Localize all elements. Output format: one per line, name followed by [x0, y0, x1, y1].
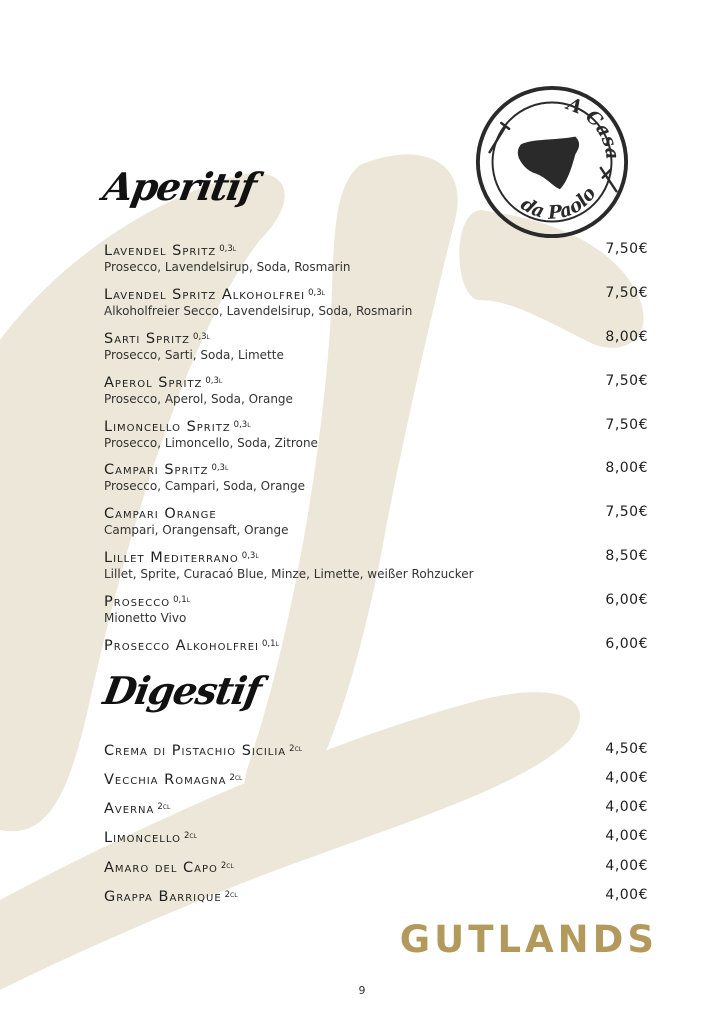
restaurant-logo	[474, 84, 630, 240]
menu-item	[104, 591, 648, 626]
menu-item	[104, 857, 648, 877]
item-name-row	[104, 740, 648, 760]
item-price: 7,50€	[605, 285, 648, 301]
item-name-row	[104, 635, 648, 655]
item-description: Mionetto Vivo	[104, 611, 187, 625]
item-price: 4,00€	[605, 887, 648, 903]
menu-item	[104, 547, 648, 582]
item-price: 4,00€	[605, 858, 648, 874]
item-description: Alkoholfreier Secco, Lavendelsirup, Soda, Rosmarin	[104, 304, 413, 318]
item-description: Prosecco, Limoncello, Soda, Zitrone	[104, 436, 318, 450]
item-name: Grappa Barrique	[104, 889, 222, 905]
menu-item	[104, 328, 648, 363]
item-name: Prosecco Alkoholfrei	[104, 638, 259, 654]
item-price: 4,00€	[605, 828, 648, 844]
item-size: 0,1l	[173, 595, 190, 605]
item-name: Limoncello	[104, 830, 181, 846]
item-name: Vecchia Romagna	[104, 772, 227, 788]
item-name: Lavendel Spritz Alkoholfrei	[104, 287, 306, 303]
item-name-row	[104, 240, 648, 260]
logo-text-bottom: da Paolo	[516, 183, 601, 224]
item-name: Lillet Mediterrano	[104, 550, 239, 566]
menu-item	[104, 798, 648, 818]
item-size: 0,3l	[193, 332, 210, 342]
item-description: Prosecco, Aperol, Soda, Orange	[104, 392, 293, 406]
item-name-row	[104, 886, 648, 906]
menu-item	[104, 886, 648, 906]
item-name: Aperol Spritz	[104, 375, 203, 391]
menu-item	[104, 284, 648, 319]
item-name: Crema di Pistachio Sicilia	[104, 743, 287, 759]
digestif-heading: Digestif	[100, 668, 264, 713]
item-name: Averna	[104, 801, 155, 817]
item-name: Campari Orange	[104, 506, 217, 522]
item-name-row	[104, 503, 648, 523]
item-name-row	[104, 798, 648, 818]
item-price: 8,00€	[605, 460, 648, 476]
item-size: 0,3l	[241, 551, 259, 561]
menu-item	[104, 740, 648, 760]
item-price: 8,00€	[605, 329, 648, 345]
item-name-row	[104, 857, 648, 877]
item-name-row	[104, 416, 648, 436]
item-price: 4,00€	[605, 799, 648, 815]
menu-item	[104, 827, 648, 847]
item-price: 4,50€	[605, 741, 648, 757]
item-price: 4,00€	[605, 770, 648, 786]
item-name-row	[104, 591, 648, 611]
item-price: 7,50€	[605, 417, 648, 433]
item-name-row	[104, 284, 648, 304]
item-name-row	[104, 547, 648, 567]
menu-item	[104, 635, 648, 655]
item-name-row	[104, 459, 648, 479]
item-price: 7,50€	[605, 241, 648, 257]
item-size: 2cl	[157, 802, 171, 812]
page-number: 9	[358, 984, 366, 997]
fork-icon	[490, 123, 510, 152]
aperitif-heading: Aperitif	[100, 164, 259, 209]
item-size: 2cl	[229, 773, 243, 783]
item-description: Prosecco, Sarti, Soda, Limette	[104, 348, 284, 362]
item-size: 0,3l	[211, 463, 229, 473]
item-size: 0,3l	[219, 244, 237, 254]
item-size: 2cl	[220, 861, 234, 871]
item-price: 7,50€	[605, 504, 648, 520]
item-price: 6,00€	[605, 636, 648, 652]
item-size: 0,3l	[233, 420, 251, 430]
item-price: 8,50€	[605, 548, 648, 564]
item-name-row	[104, 827, 648, 847]
item-description: Prosecco, Campari, Soda, Orange	[104, 479, 306, 493]
logo-text-top: A Casa	[563, 93, 623, 161]
item-name: Campari Spritz	[104, 462, 209, 478]
item-name-row	[104, 769, 648, 789]
item-size: 2cl	[224, 890, 238, 900]
item-size: 0,3l	[205, 376, 223, 386]
item-description: Lillet, Sprite, Curacaó Blue, Minze, Limette, weißer Rohzucker	[104, 567, 474, 581]
menu-item	[104, 372, 648, 407]
item-size: 0,3l	[308, 288, 325, 298]
item-name: Amaro del Capo	[104, 860, 218, 876]
menu-item	[104, 503, 648, 538]
item-name: Lavendel Spritz	[104, 243, 217, 259]
item-name: Sarti Spritz	[104, 331, 191, 347]
item-size: 2cl	[289, 744, 303, 754]
item-description: Campari, Orangensaft, Orange	[104, 523, 289, 537]
item-name: Limoncello Spritz	[104, 419, 231, 435]
item-name-row	[104, 328, 648, 348]
menu-item	[104, 459, 648, 494]
menu-item	[104, 240, 648, 275]
item-size: 0,1l	[261, 639, 279, 649]
item-size: 2cl	[183, 831, 197, 841]
sicily-map-icon	[518, 137, 579, 190]
knife-icon	[601, 168, 617, 191]
menu-item	[104, 416, 648, 451]
item-price: 6,00€	[605, 592, 648, 608]
brand-wordmark: GUTLANDS	[399, 918, 658, 961]
item-price: 7,50€	[605, 373, 648, 389]
menu-item	[104, 769, 648, 789]
item-description: Prosecco, Lavendelsirup, Soda, Rosmarin	[104, 260, 351, 274]
item-name-row	[104, 372, 648, 392]
item-name: Prosecco	[104, 594, 171, 610]
